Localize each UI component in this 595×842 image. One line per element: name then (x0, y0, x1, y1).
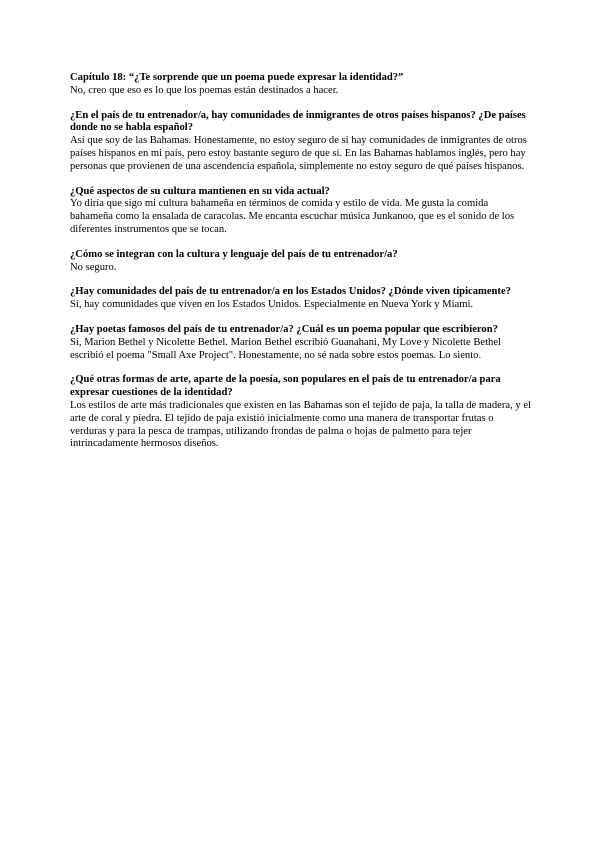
section-question: ¿Qué aspectos de su cultura mantienen en su vida actual? (70, 185, 330, 197)
section-answer: Los estilos de arte más tradicionales que existen en las Bahamas son el tejido de paja, la talla de madera, y el arte de coral y piedra. El tejido de paja existió inicialmente como una manera de transportar frutas o verduras y para la pesca de trampas, utilizando frondas de palma o hojas de palmetto para tejer intrincadamente hermosos diseños. (70, 399, 531, 450)
qa-section-culture-aspects (70, 186, 532, 237)
section-answer: Si, hay comunidades que viven en los Estados Unidos. Especialmente en Nueva York y Miami. (70, 299, 474, 311)
section-question: ¿Hay comunidades del país de tu entrenador/a en los Estados Unidos? ¿Dónde viven típicamente? (70, 286, 511, 298)
qa-section-integration (70, 249, 532, 275)
qa-section-immigrant-communities (70, 110, 532, 174)
section-answer: Yo diría que sigo mi cultura bahameña en términos de comida y estilo de vida. Me gusta la comida bahameña como la ensalada de caracolas. Me encanta escuchar música Junkanoo, que es el sonido de los diferentes instrumentos que se tocan. (70, 198, 515, 235)
section-question: ¿Hay poetas famosos del país de tu entrenador/a? ¿Cuál es un poema popular que escribieron? (70, 323, 498, 335)
qa-section-chapter-18 (70, 72, 532, 98)
section-answer: No seguro. (70, 261, 117, 273)
document-page (70, 72, 532, 463)
section-question: Capítulo 18: “¿Te sorprende que un poema puede expresar la identidad?” (70, 72, 404, 83)
qa-section-us-communities (70, 286, 532, 312)
section-answer: Sí, Marion Bethel y Nicolette Bethel. Marion Bethel escribió Guanahani, My Love y Nicolette Bethel escribió el poema "Small Axe Project". Honestamente, no sé nada sobre estos poemas. Lo siento. (70, 336, 501, 361)
qa-section-art-forms (70, 374, 532, 451)
qa-section-famous-poets (70, 324, 532, 362)
section-answer: Así que soy de las Bahamas. Honestamente, no estoy seguro de si hay comunidades de inmigrantes de otros países hispanos en mi país, pero estoy bastante seguro de que sí. En las Bahamas hablamos inglés, pero hay personas que provienen de una ascendencia española, simplemente no estoy seguro de qué países hispanos. (70, 135, 527, 172)
section-question: ¿Cómo se integran con la cultura y lenguaje del país de tu entrenador/a? (70, 248, 398, 260)
section-question: ¿En el país de tu entrenador/a, hay comunidades de inmigrantes de otros países hispanos? ¿De países donde no se habla español? (70, 109, 526, 134)
section-question: ¿Qué otras formas de arte, aparte de la poesía, son populares en el país de tu entrenador/a para expresar cuestiones de la identidad? (70, 374, 501, 399)
section-answer: No, creo que eso es lo que los poemas están destinados a hacer. (70, 84, 339, 96)
